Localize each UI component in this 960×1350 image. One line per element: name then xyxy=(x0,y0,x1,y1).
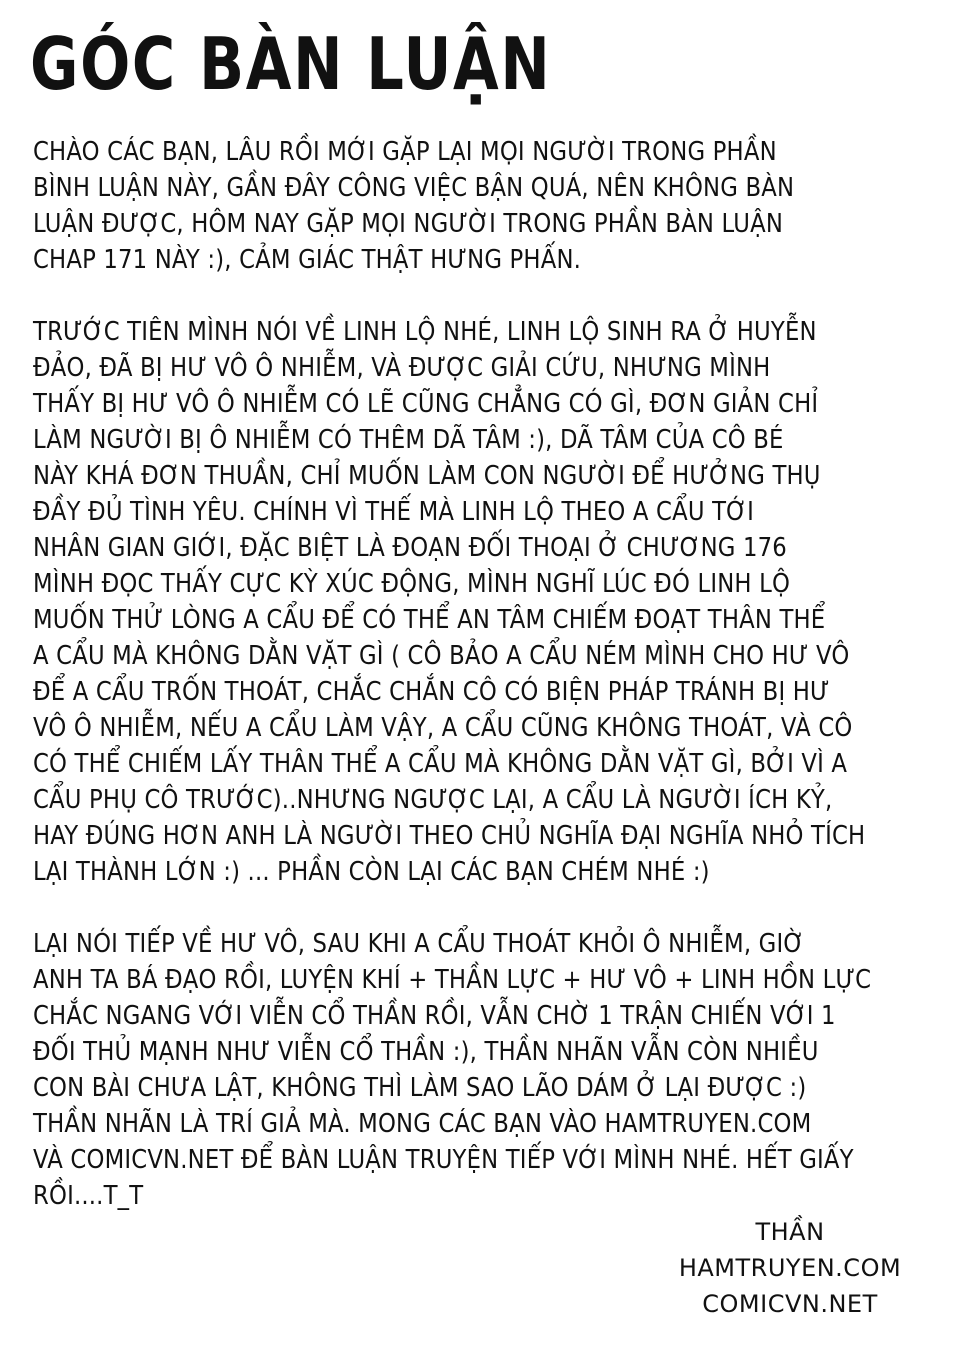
text-line: BÌNH LUẬN NÀY, GẦN ĐÂY CÔNG VIỆC BẬN QUÁ, NÊN KHÔNG BÀN xyxy=(33,173,795,203)
text-line: A CẨU MÀ KHÔNG DẰN VẶT GÌ ( CÔ BẢO A CẨU NÉM MÌNH CHO HƯ VÔ xyxy=(33,641,850,671)
signature-site-comicvn: COMICVN.NET xyxy=(702,1290,878,1318)
text-line: CẨU PHỤ CÔ TRƯỚC)..NHƯNG NGƯỢC LẠI, A CẨU LÀ NGƯỜI ÍCH KỶ, xyxy=(33,785,833,815)
text-line: HAY ĐÚNG HƠN ANH LÀ NGƯỜI THEO CHỦ NGHĨA ĐẠI NGHĨA NHỎ TÍCH xyxy=(33,821,866,851)
signature-name: THẦN xyxy=(755,1218,825,1246)
text-line: CON BÀI CHƯA LẬT, KHÔNG THÌ LÀM SAO LÃO DÁM Ở LẠI ĐƯỢC :) xyxy=(33,1073,807,1103)
text-line: NHÂN GIAN GIỚI, ĐẶC BIỆT LÀ ĐOẠN ĐỐI THOẠI Ở CHƯƠNG 176 xyxy=(33,533,787,563)
text-line: VÀ COMICVN.NET ĐỂ BÀN LUẬN TRUYỆN TIẾP VỚI MÌNH NHÉ. HẾT GIẤY xyxy=(33,1145,854,1175)
text-line: ĐẦY ĐỦ TÌNH YÊU. CHÍNH VÌ THẾ MÀ LINH LỘ THEO A CẨU TỚI xyxy=(33,497,754,527)
paragraph-gap xyxy=(33,890,958,926)
paragraph-2 xyxy=(33,314,958,890)
text-line: CHAP 171 NÀY :), CẢM GIÁC THẬT HƯNG PHẤN. xyxy=(33,245,582,275)
text-line: LÀM NGƯỜI BỊ Ô NHIỄM CÓ THÊM DÃ TÂM :), DÃ TÂM CỦA CÔ BÉ xyxy=(33,425,784,455)
text-line: NÀY KHÁ ĐƠN THUẦN, CHỈ MUỐN LÀM CON NGƯỜI ĐỂ HƯỞNG THỤ xyxy=(33,461,821,491)
text-line: ĐỐI THỦ MẠNH NHƯ VIỄN CỔ THẦN :), THẦN NHÃN VẪN CÒN NHIỀU xyxy=(33,1037,819,1067)
text-line: LUẬN ĐƯỢC, HÔM NAY GẶP MỌI NGƯỜI TRONG PHẦN BÀN LUẬN xyxy=(33,209,784,239)
page-title: GÓC BÀN LUẬN xyxy=(30,22,552,106)
text-line: RỒI....T_T xyxy=(33,1181,144,1211)
text-line: CHÀO CÁC BẠN, LÂU RỒI MỚI GẶP LẠI MỌI NGƯỜI TRONG PHẦN xyxy=(33,137,777,167)
paragraph-3 xyxy=(33,926,958,1214)
comment-body xyxy=(33,134,958,1214)
text-line: ĐỂ A CẨU TRỐN THOÁT, CHẮC CHẮN CÔ CÓ BIỆN PHÁP TRÁNH BỊ HƯ xyxy=(33,677,830,707)
text-line: CHẮC NGANG VỚI VIỄN CỔ THẦN RỒI, VẪN CHỜ 1 TRẬN CHIẾN VỚI 1 xyxy=(33,1001,836,1031)
text-line: LẠI NÓI TIẾP VỀ HƯ VÔ, SAU KHI A CẨU THOÁT KHỎI Ô NHIỄM, GIỜ xyxy=(33,929,805,959)
text-line: ANH TA BÁ ĐẠO RỒI, LUYỆN KHÍ + THẦN LỰC + HƯ VÔ + LINH HỒN LỰC xyxy=(33,965,872,995)
signature-block xyxy=(640,1214,940,1322)
text-line: VÔ Ô NHIỄM, NẾU A CẨU LÀM VẬY, A CẨU CŨNG KHÔNG THOÁT, VÀ CÔ xyxy=(33,713,853,743)
text-line: MUỐN THỬ LÒNG A CẨU ĐỂ CÓ THỂ AN TÂM CHIẾM ĐOẠT THÂN THỂ xyxy=(33,605,826,635)
paragraph-1 xyxy=(33,134,958,278)
text-line: THẤY BỊ HƯ VÔ Ô NHIỄM CÓ LẼ CŨNG CHẲNG CÓ GÌ, ĐƠN GIẢN CHỈ xyxy=(33,389,819,419)
text-line: TRƯỚC TIÊN MÌNH NÓI VỀ LINH LỘ NHÉ, LINH LỘ SINH RA Ở HUYỄN xyxy=(33,317,817,347)
text-line: LẠI THÀNH LỚN :) ... PHẦN CÒN LẠI CÁC BẠN CHÉM NHÉ :) xyxy=(33,857,710,887)
text-line: THẦN NHÃN LÀ TRÍ GIẢ MÀ. MONG CÁC BẠN VÀO HAMTRUYEN.COM xyxy=(33,1109,812,1139)
text-line: CÓ THỂ CHIẾM LẤY THÂN THỂ A CẨU MÀ KHÔNG DẰN VẶT GÌ, BỞI VÌ A xyxy=(33,749,848,779)
text-line: MÌNH ĐỌC THẤY CỰC KỲ XÚC ĐỘNG, MÌNH NGHĨ LÚC ĐÓ LINH LỘ xyxy=(33,569,791,599)
paragraph-gap xyxy=(33,278,958,314)
signature-site-hamtruyen: HAMTRUYEN.COM xyxy=(678,1254,902,1282)
text-line: ĐẢO, ĐÃ BỊ HƯ VÔ Ô NHIỄM, VÀ ĐƯỢC GIẢI CỨU, NHƯNG MÌNH xyxy=(33,353,771,383)
